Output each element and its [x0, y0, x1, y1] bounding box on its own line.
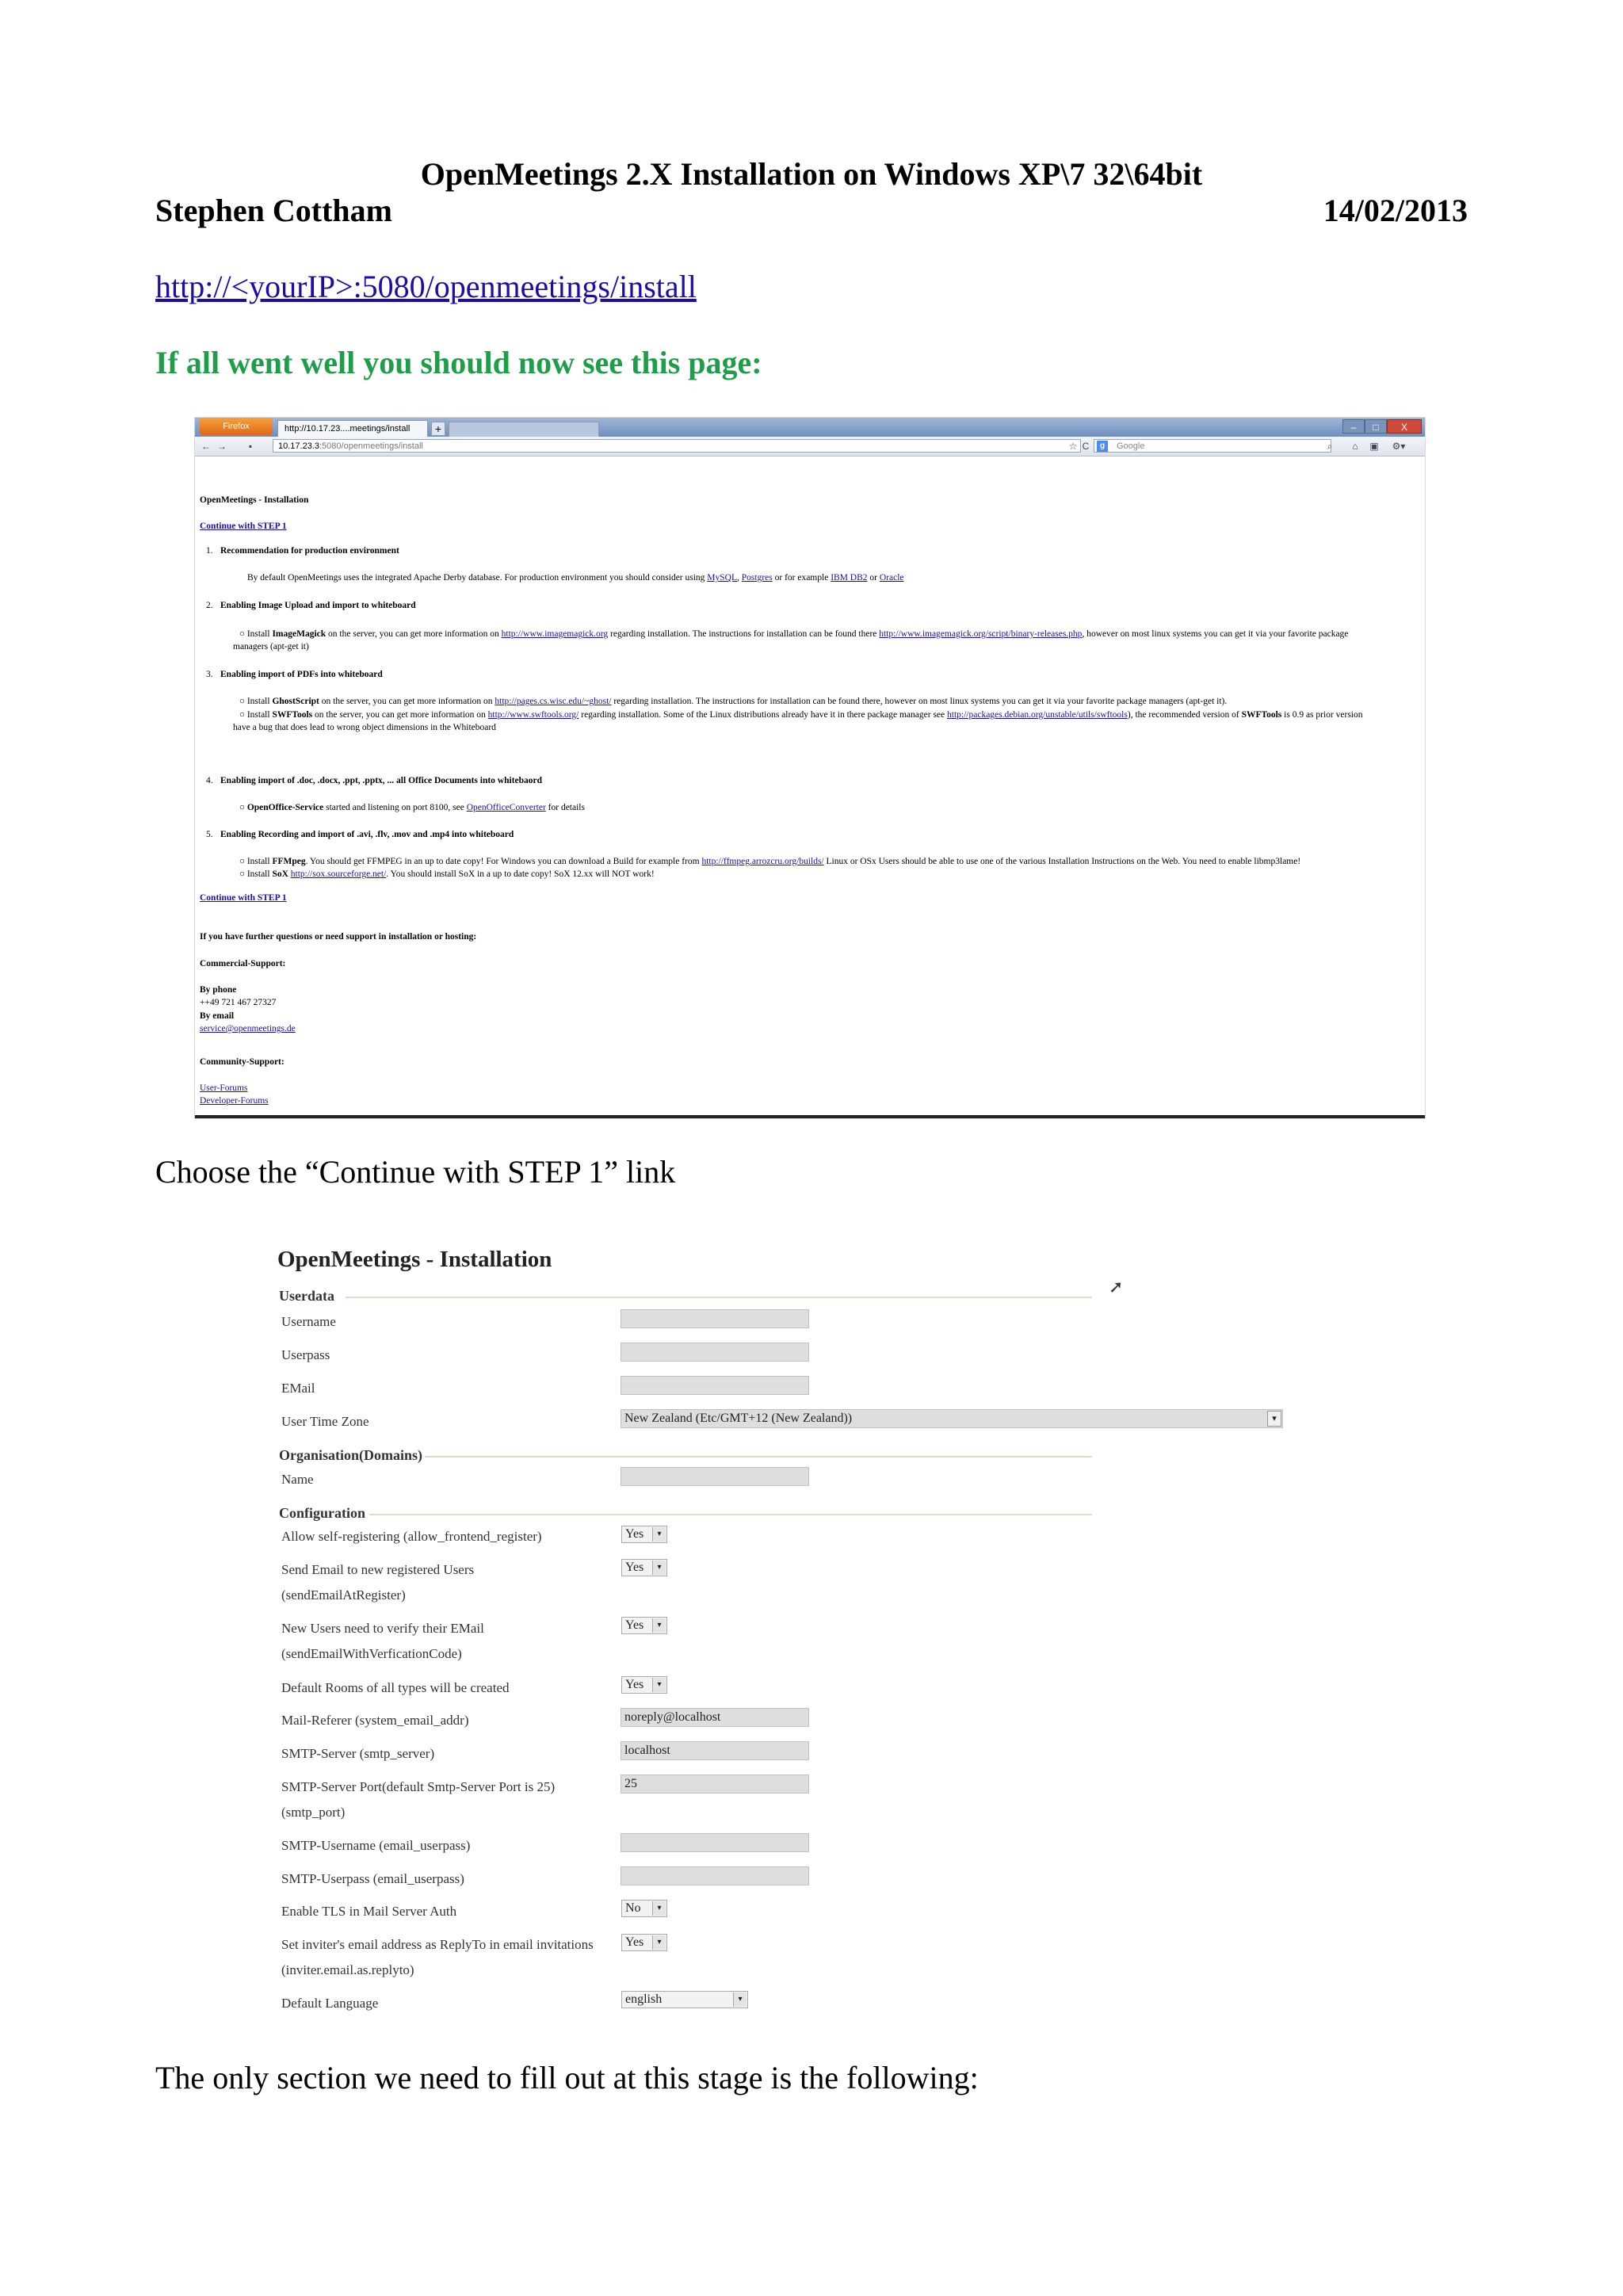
inline-bold-text: OpenOffice-Service	[246, 803, 324, 812]
forward-icon[interactable]: →	[217, 441, 227, 452]
inline-bold-text: SoX	[272, 869, 288, 879]
install-item-line	[239, 629, 1348, 639]
username-input[interactable]	[621, 1309, 809, 1328]
only-section-instruction: The only section we need to fill out at this stage is the following:	[155, 2060, 979, 2095]
inline-text: , however on most linux systems you can get it via your favorite package	[1082, 629, 1349, 639]
inline-link[interactable]: Oracle	[879, 573, 904, 583]
mail-referer-label: Mail-Referer (system_email_addr)	[281, 1713, 469, 1728]
install-item-number: 3.	[206, 670, 213, 679]
chevron-down-icon: ▾	[652, 1618, 666, 1633]
install-item-title: Enabling Image Upload and import to whiteboard	[220, 601, 416, 610]
default-language-value: english	[625, 1992, 663, 2006]
org-name-input[interactable]	[621, 1467, 809, 1486]
inline-link[interactable]: MySQL	[707, 573, 737, 583]
email-label: EMail	[281, 1381, 315, 1396]
chevron-down-icon: ▾	[652, 1561, 666, 1575]
install-item-title: Recommendation for production environment	[220, 546, 399, 556]
install-item-line	[247, 573, 904, 583]
chevron-down-icon: ▾	[652, 1935, 666, 1950]
inline-text: is 0.9 as prior version	[1281, 710, 1363, 720]
section-organisation: Organisation(Domains)	[279, 1447, 423, 1463]
inline-text: ○ Install	[239, 710, 273, 720]
install-item-number: 2.	[206, 601, 213, 610]
smtp-username-label: SMTP-Username (email_userpass)	[281, 1838, 471, 1853]
smtp-server-input[interactable]: localhost	[621, 1741, 809, 1760]
send-email-value: Yes	[625, 1561, 644, 1574]
inline-text: managers (apt-get it)	[233, 642, 309, 651]
install-item-line	[239, 697, 1227, 706]
install-item-number: 1.	[206, 546, 213, 556]
inline-text: regarding installation. Some of the Linux distributions already have it in there package manager see	[579, 710, 948, 720]
continue-step1-link-bottom[interactable]: Continue with STEP 1	[200, 893, 287, 903]
section-divider	[369, 1514, 1092, 1515]
smtp-port-label: SMTP-Server Port(default Smtp-Server Port is 25)	[281, 1779, 556, 1794]
browser-tab-active[interactable]: http://10.17.23....meetings/install	[277, 420, 428, 437]
enable-tls-value: No	[625, 1901, 641, 1915]
install-item-title: Enabling import of .doc, .docx, .ppt, .pptx, ... all Office Documents into whitebaord	[220, 776, 543, 785]
inline-text: Linux or OSx Users should be able to use one of the various Installation Instructions on the Web. You need to enable libmp3lame!	[823, 857, 1301, 866]
inline-text: ,	[737, 573, 742, 583]
inline-text: By default OpenMeetings uses the integrated Apache Derby database. For production environment you should consider using	[247, 573, 708, 583]
by-phone-label: By phone	[200, 985, 237, 995]
inline-link[interactable]: IBM DB2	[831, 573, 868, 583]
inline-link[interactable]: http://www.swftools.org/	[487, 710, 579, 720]
org-name-label: Name	[281, 1472, 314, 1487]
inline-link[interactable]: Postgres	[741, 573, 773, 583]
default-rooms-select[interactable]	[621, 1676, 667, 1694]
default-language-select[interactable]	[621, 1991, 748, 2008]
inline-bold-text: SWFTools	[272, 710, 313, 720]
firefox-menu-button[interactable]: Firefox	[200, 418, 273, 435]
enable-tls-select[interactable]	[621, 1900, 667, 1917]
commercial-support-heading: Commercial-Support:	[200, 959, 286, 968]
replyto-sublabel: (inviter.email.as.replyto)	[281, 1962, 414, 1977]
browser-screenshot	[195, 418, 1425, 1118]
timezone-select[interactable]	[621, 1409, 1283, 1428]
chevron-down-icon[interactable]: ▾	[1267, 1411, 1281, 1427]
site-identity-icon[interactable]: ▪	[248, 441, 253, 452]
developer-forums-link[interactable]: Developer-Forums	[200, 1096, 269, 1106]
google-icon[interactable]: g	[1097, 441, 1108, 452]
smtp-port-input[interactable]: 25	[621, 1775, 809, 1794]
section-divider	[346, 1297, 1092, 1298]
allow-register-label: Allow self-registering (allow_frontend_register)	[281, 1529, 542, 1544]
default-rooms-label: Default Rooms of all types will be created	[281, 1680, 510, 1695]
url-host: 10.17.23.3	[278, 441, 319, 451]
back-icon[interactable]: ←	[201, 441, 211, 452]
search-icon[interactable]: ⌕	[1327, 441, 1333, 452]
maximize-icon[interactable]: □	[1365, 419, 1387, 434]
inline-text: regarding installation. The instructions for installation can be found there	[608, 629, 880, 639]
install-page-heading: OpenMeetings - Installation	[200, 495, 309, 505]
install-item-line	[239, 803, 585, 812]
inline-link[interactable]: http://packages.debian.org/unstable/utils/swftools	[947, 710, 1128, 720]
install-item-line	[239, 869, 655, 879]
inline-bold-text: FFMpeg	[272, 857, 306, 866]
section-divider	[425, 1456, 1092, 1457]
send-email-sublabel: (sendEmailAtRegister)	[281, 1587, 406, 1603]
install-page-content	[195, 457, 1425, 1115]
inline-bold-text: ImageMagick	[272, 629, 327, 639]
userpass-input[interactable]	[621, 1343, 809, 1362]
community-support-heading: Community-Support:	[200, 1057, 285, 1067]
install-item-title: Enabling Recording and import of .avi, .flv, .mov and .mp4 into whiteboard	[220, 830, 514, 839]
inline-text: ○ Install	[239, 697, 273, 706]
verify-email-select[interactable]	[621, 1617, 667, 1634]
inline-link[interactable]: http://ffmpeg.arrozcru.org/builds/	[701, 857, 824, 866]
inline-link[interactable]: http://www.imagemagick.org/script/binary-releases.php	[879, 629, 1083, 639]
document-date: 14/02/2013	[1323, 193, 1468, 228]
mail-referer-input[interactable]: noreply@localhost	[621, 1708, 809, 1727]
verify-email-sublabel: (sendEmailWithVerficationCode)	[281, 1646, 462, 1661]
inline-text: for details	[545, 803, 585, 812]
search-input[interactable]: Google	[1094, 439, 1331, 453]
document-author: Stephen Cottham	[155, 193, 392, 228]
install-url-link[interactable]: http://<yourIP>:5080/openmeetings/install	[155, 269, 697, 304]
close-icon[interactable]: X	[1387, 419, 1422, 434]
inline-text: . You should get FFMPEG in an up to date copy! For Windows you can download a Build for example from	[305, 857, 702, 866]
browser-tab-inactive[interactable]	[449, 422, 599, 437]
tools-icon[interactable]: ⚙▾	[1392, 441, 1406, 452]
userpass-label: Userpass	[281, 1347, 330, 1362]
chevron-down-icon: ▾	[652, 1678, 666, 1692]
install-item-number: 4.	[206, 776, 213, 785]
replyto-select[interactable]	[621, 1934, 667, 1951]
email-input[interactable]	[621, 1376, 809, 1395]
browser-titlebar	[195, 418, 1425, 437]
enable-tls-label: Enable TLS in Mail Server Auth	[281, 1904, 457, 1919]
form-title: OpenMeetings - Installation	[277, 1247, 552, 1272]
document-title: OpenMeetings 2.X Installation on Windows XP\7 32\64bit	[420, 156, 1203, 192]
inline-text: regarding installation. The instructions for installation can be found there, however on most linux systems you can get it via your favorite package managers (apt-get it).	[611, 697, 1228, 706]
addon-icon[interactable]: ▣	[1369, 441, 1379, 452]
default-rooms-value: Yes	[625, 1678, 644, 1691]
by-email-label: By email	[200, 1011, 235, 1021]
inline-text: ○ Install	[239, 869, 273, 879]
allow-register-select[interactable]	[621, 1526, 667, 1543]
smtp-username-input[interactable]	[621, 1833, 809, 1852]
install-item-title: Enabling import of PDFs into whiteboard	[220, 670, 383, 679]
mouse-cursor-icon: ➚	[1109, 1277, 1124, 1297]
smtp-server-label: SMTP-Server (smtp_server)	[281, 1746, 435, 1761]
username-label: Username	[281, 1314, 336, 1329]
choose-step-instruction: Choose the “Continue with STEP 1” link	[155, 1154, 676, 1190]
timezone-value: New Zealand (Etc/GMT+12 (New Zealand))	[624, 1412, 853, 1425]
minimize-icon[interactable]: –	[1342, 419, 1365, 434]
continue-step1-link-top[interactable]: Continue with STEP 1	[200, 521, 287, 531]
install-item-line	[239, 710, 1363, 720]
inline-text: ○ Install	[239, 629, 273, 639]
inline-text: or for example	[772, 573, 831, 583]
chevron-down-icon: ▾	[652, 1901, 666, 1916]
inline-bold-text: GhostScript	[272, 697, 319, 706]
new-tab-button[interactable]: +	[431, 422, 445, 436]
browser-navbar	[195, 437, 1425, 457]
support-email-link[interactable]: service@openmeetings.de	[200, 1024, 296, 1033]
chevron-down-icon: ▾	[733, 1992, 747, 2007]
allow-register-value: Yes	[625, 1527, 644, 1541]
reload-icon[interactable]: C	[1082, 441, 1090, 452]
timezone-label: User Time Zone	[281, 1414, 369, 1429]
verify-email-value: Yes	[625, 1618, 644, 1632]
url-bar[interactable]	[273, 439, 1081, 453]
inline-text: . You should install SoX in a up to date copy! SoX 12.xx will NOT work!	[386, 869, 655, 879]
smtp-port-sublabel: (smtp_port)	[281, 1805, 346, 1820]
replyto-label: Set inviter's email address as ReplyTo in email invitations	[281, 1937, 594, 1952]
bookmark-star-icon[interactable]: ☆	[1068, 441, 1078, 452]
install-item-line	[233, 642, 309, 651]
section-configuration: Configuration	[279, 1505, 366, 1521]
smtp-userpass-input[interactable]	[621, 1866, 809, 1885]
verify-email-label: New Users need to verify their EMail	[281, 1621, 484, 1636]
further-questions-text: If you have further questions or need support in installation or hosting:	[200, 932, 477, 942]
inline-bold-text: SWFTools	[1241, 710, 1282, 720]
inline-text: on the server, you can get more information on	[319, 697, 495, 706]
inline-text: or	[867, 573, 880, 583]
chevron-down-icon: ▾	[652, 1527, 666, 1541]
send-email-select[interactable]	[621, 1559, 667, 1576]
phone-number: ++49 721 467 27327	[200, 998, 277, 1007]
inline-text: on the server, you can get more information on	[326, 629, 502, 639]
success-heading: If all went well you should now see this page:	[155, 345, 762, 380]
install-item-line	[239, 857, 1300, 866]
default-language-label: Default Language	[281, 1996, 379, 2011]
home-icon[interactable]: ⌂	[1352, 441, 1358, 452]
inline-link[interactable]: http://www.imagemagick.org	[501, 629, 609, 639]
inline-text: on the server, you can get more information on	[312, 710, 488, 720]
section-userdata: Userdata	[279, 1288, 334, 1304]
inline-text: ), the recommended version of	[1127, 710, 1242, 720]
replyto-value: Yes	[625, 1935, 644, 1949]
inline-text: ○ Install	[239, 857, 273, 866]
install-item-line	[233, 723, 496, 732]
inline-link[interactable]: http://sox.sourceforge.net/	[290, 869, 387, 879]
inline-text: ○	[239, 803, 247, 812]
smtp-userpass-label: SMTP-Userpass (email_userpass)	[281, 1871, 464, 1886]
inline-text: have a bug that does lead to wrong object dimensions in the Whiteboard	[233, 723, 496, 732]
url-path: :5080/openmeetings/install	[319, 441, 423, 451]
install-item-number: 5.	[206, 830, 213, 839]
user-forums-link[interactable]: User-Forums	[200, 1083, 248, 1093]
inline-link[interactable]: http://pages.cs.wisc.edu/~ghost/	[495, 697, 612, 706]
inline-text: started and listening on port 8100, see	[323, 803, 467, 812]
inline-link[interactable]: OpenOfficeConverter	[466, 803, 546, 812]
send-email-label: Send Email to new registered Users	[281, 1562, 475, 1577]
